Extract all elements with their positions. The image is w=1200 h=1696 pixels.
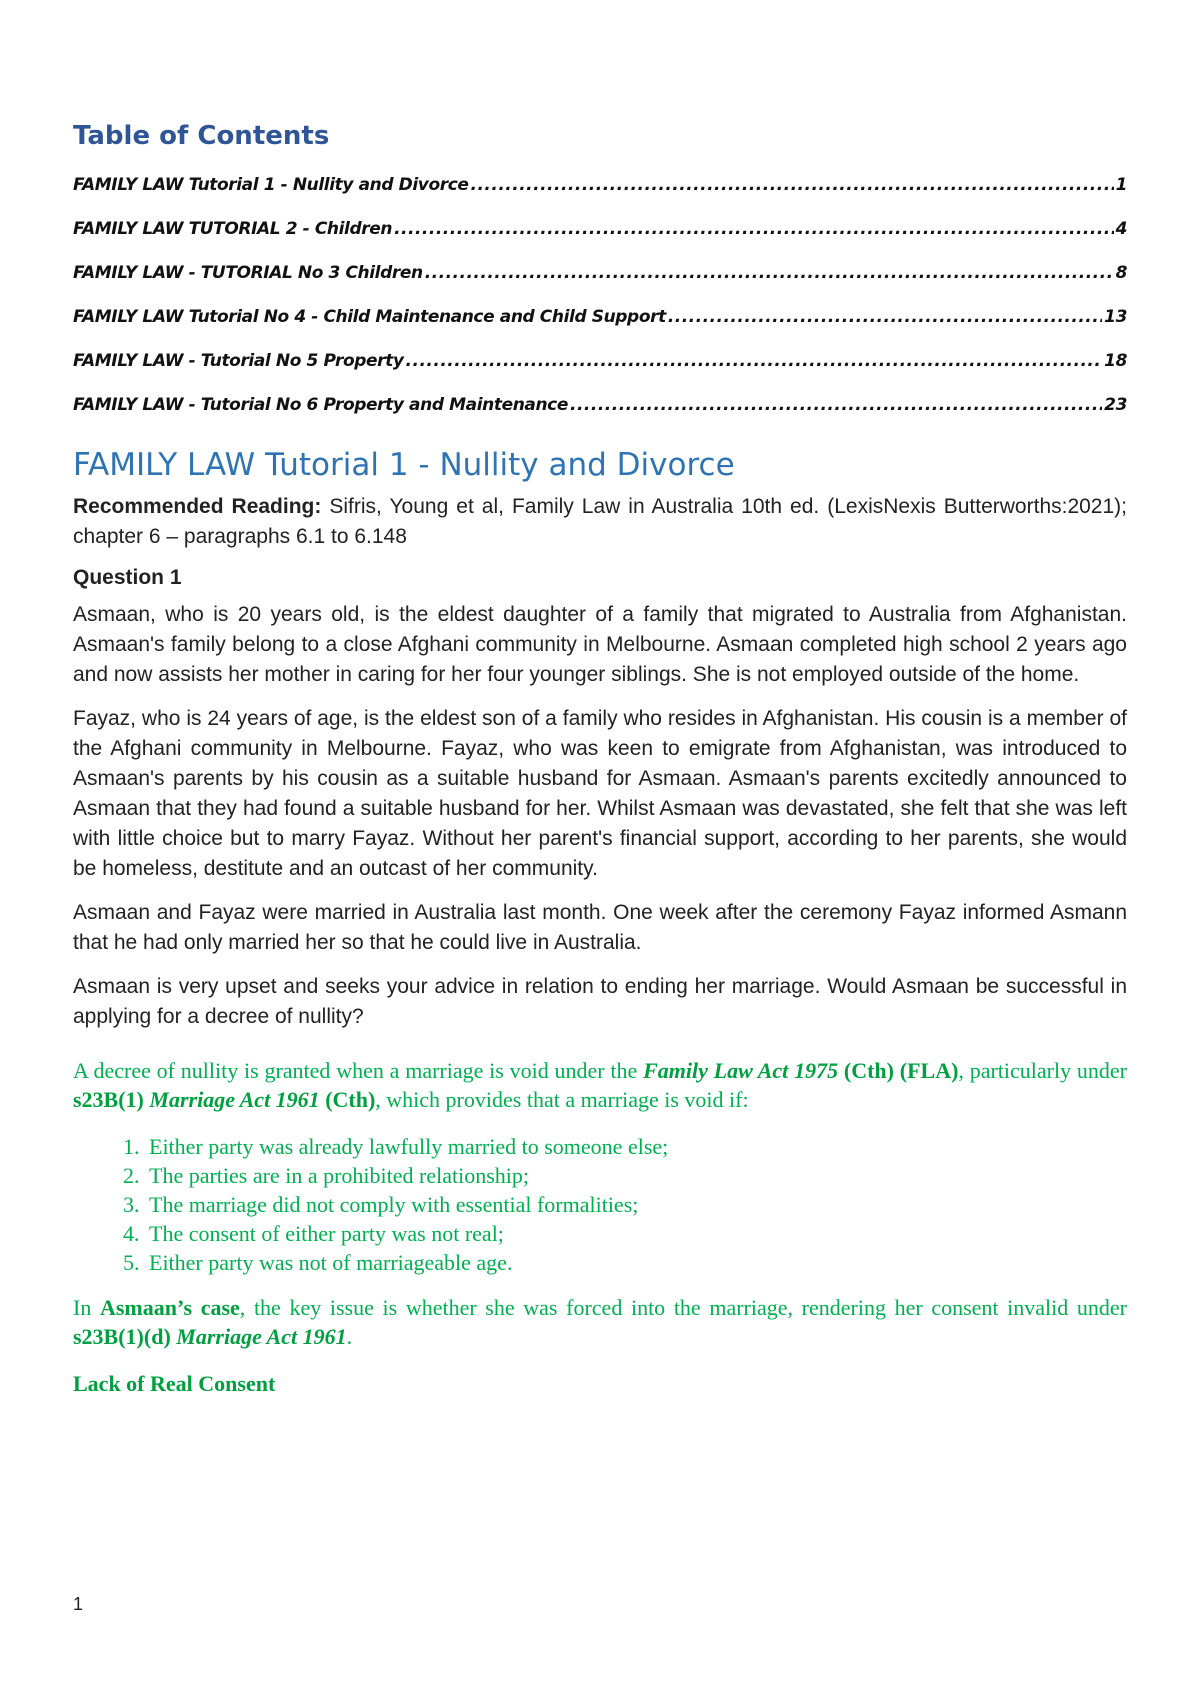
toc-entry-5[interactable] (73, 351, 1127, 395)
act-suffix: (Cth) (FLA) (838, 1058, 959, 1084)
question-paragraph-3: Asmaan and Fayaz were married in Australia last month. One week after the ceremony Fayaz informed Asmann that he had only married her so that he could live in Australia. (73, 901, 1127, 955)
answer-intro (73, 1056, 1127, 1114)
section-content (73, 447, 1127, 1397)
recommended-reading (73, 492, 1127, 552)
toc-entry-4[interactable] (73, 307, 1127, 351)
toc-entry-label: FAMILY LAW Tutorial No 4 - Child Maintenance and Child Support (73, 307, 666, 327)
answer-text: In (73, 1295, 100, 1321)
toc-entry-2[interactable] (73, 219, 1127, 263)
answer-text: , which provides that a marriage is void if: (375, 1087, 749, 1113)
table-of-contents (73, 175, 1127, 439)
list-item: 1. Either party was already lawfully married to someone else; (145, 1132, 1127, 1161)
answer-text: . (346, 1324, 353, 1350)
list-item: 4. The consent of either party was not real; (145, 1219, 1127, 1248)
toc-entry-1[interactable] (73, 175, 1127, 219)
void-grounds-list (73, 1132, 1127, 1277)
toc-entry-label: FAMILY LAW TUTORIAL 2 - Children (73, 219, 393, 239)
reading-label: Recommended Reading: (73, 495, 322, 519)
section-title: FAMILY LAW Tutorial 1 - Nullity and Divorce (73, 447, 735, 483)
toc-entry-page: 23 (1104, 395, 1127, 415)
toc-entry-page: 13 (1104, 307, 1127, 327)
toc-entry-page: 18 (1104, 351, 1127, 371)
toc-entry-label: FAMILY LAW Tutorial 1 - Nullity and Divorce (73, 175, 469, 195)
grounds-list-wrap (73, 1132, 1127, 1277)
question-paragraph-4: Asmaan is very upset and seeks your advice in relation to ending her marriage. Would Asmaan be successful in applying for a decree of nullity? (73, 975, 1127, 1029)
toc-leader-dots (406, 351, 1103, 371)
reading-text: Sifris, Young et al, Family Law in Australia 10th ed. (LexisNexis Butterworths:2021); chapter 6 – paragraphs 6.1 to 6.148 (73, 495, 1127, 549)
act-suffix: (Cth) (319, 1087, 376, 1113)
toc-entry-label: FAMILY LAW - Tutorial No 5 Property (73, 351, 404, 371)
toc-entry-page: 8 (1115, 263, 1127, 283)
toc-entry-label: FAMILY LAW - TUTORIAL No 3 Children (73, 263, 423, 283)
question-paragraph-2: Fayaz, who is 24 years of age, is the eldest son of a family who resides in Afghanistan. His cousin is a member of the Afghani community in Melbourne. Fayaz, who was keen to emigrate from Afghanistan, was introduced to Asmaan's parents by his cousin as a suitable husband for Asmaan. Asmaan's parents excitedly announced to Asmaan that they had found a suitable husband for her. Whilst Asmaan was devastated, she felt that she was left with little choice but to marry Fayaz. Without her parent's financial support, according to her parents, she would be homeless, destitute and an outcast of her community. (73, 707, 1127, 881)
answer-text: , particularly under (958, 1058, 1127, 1084)
case-name: Asmaan’s case (99, 1295, 240, 1321)
toc-entry-label: FAMILY LAW - Tutorial No 6 Property and Maintenance (73, 395, 568, 415)
page-number: 1 (73, 1594, 84, 1614)
answer-text: A decree of nullity is granted when a marriage is void under the (73, 1058, 644, 1084)
act-name: Family Law Act 1975 (643, 1058, 839, 1084)
toc-leader-dots (394, 219, 1113, 239)
toc-entry-3[interactable] (73, 263, 1127, 307)
toc-leader-dots (425, 263, 1114, 283)
toc-leader-dots (471, 175, 1114, 195)
toc-entry-page: 1 (1115, 175, 1127, 195)
act-name: Marriage Act 1961 (176, 1324, 347, 1350)
question-paragraph-1: Asmaan, who is 20 years old, is the eldest daughter of a family that migrated to Australia from Afghanistan. Asmaan's family belong to a close Afghani community in Melbourne. Asmaan completed high school 2 years ago and now assists her mother in caring for her four younger siblings. She is not employed outside of the home. (73, 603, 1127, 687)
list-item: 2. The parties are in a prohibited relationship; (145, 1161, 1127, 1190)
toc-leader-dots (570, 395, 1102, 415)
question-title: Question 1 (73, 566, 182, 590)
case-analysis (73, 1293, 1127, 1351)
section-ref: s23B(1)(d) (73, 1324, 171, 1350)
toc-heading: Table of Contents (73, 121, 330, 151)
toc-leader-dots (668, 307, 1102, 327)
list-item: 3. The marriage did not comply with essential formalities; (145, 1190, 1127, 1219)
subheading-lack-of-consent: Lack of Real Consent (73, 1371, 276, 1397)
toc-entry-page: 4 (1115, 219, 1127, 239)
toc-entry-6[interactable] (73, 395, 1127, 439)
answer-text: , the key issue is whether she was forced into the marriage, rendering her consent invalid under (239, 1295, 1127, 1321)
act-name: Marriage Act 1961 (149, 1087, 320, 1113)
list-item: 5. Either party was not of marriageable age. (145, 1248, 1127, 1277)
section-ref: s23B(1) (73, 1087, 144, 1113)
